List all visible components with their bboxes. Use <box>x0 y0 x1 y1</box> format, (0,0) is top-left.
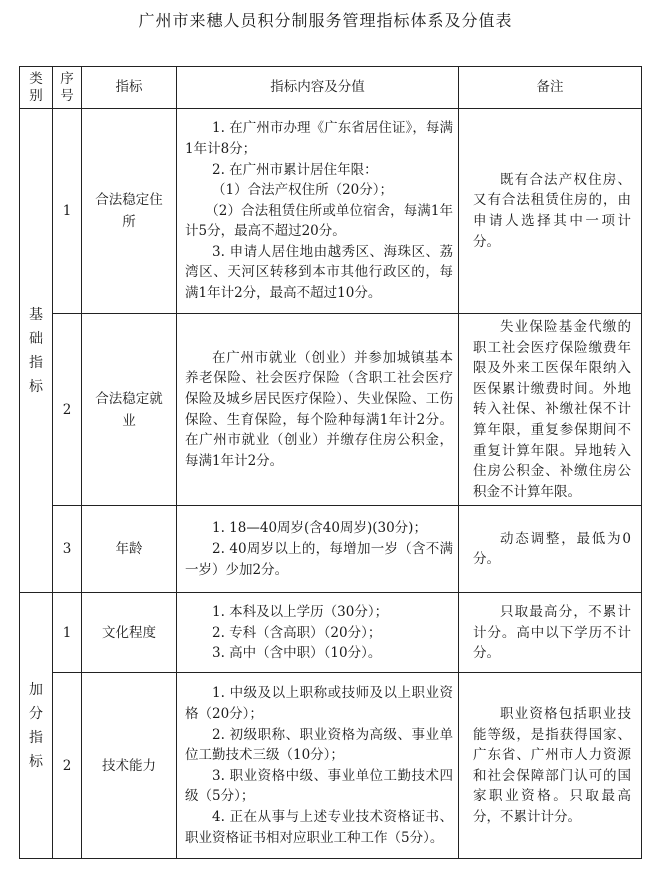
category-basic: 基础指标 <box>20 109 53 593</box>
header-content: 指标内容及分值 <box>177 67 459 109</box>
content-line: 1. 中级及以上职称或技师及以上职业资格（20分）； <box>185 685 453 723</box>
content-line: （2）合法租赁住所或单位宿舍，每满1年计5分，最高不超过20分。 <box>185 202 453 240</box>
indicator-note <box>459 314 642 506</box>
content-line: 1. 本科及以上学历（30分）； <box>212 603 389 620</box>
content-line: （1）合法产权住所（20分）； <box>212 182 394 199</box>
row-number: 2 <box>53 314 82 506</box>
note-text: 职业资格包括职业技能等级，是指获得国家、广东省、广州市人力资源和社会保障部门认可的国家职业资格。只取最高分，不累计计分。 <box>473 706 631 826</box>
document-title: 广州市来穗人员积分制服务管理指标体系及分值表 <box>138 11 513 30</box>
content-line: 3. 高中（含中职）（10分）。 <box>212 645 382 662</box>
content-line: 在广州市就业（创业）并参加城镇基本养老保险、社会医疗保险（含职工社会医疗保险及城乡居民医疗保险）、失业保险、工伤保险、生育保险，每个险种每满1年计2分。在广州市就业（创业）并缴存住房公积金，每满1年计2分。 <box>185 349 453 469</box>
indicator-name: 合法稳定住所 <box>82 109 177 314</box>
content-line: 1. 18—40周岁(含40周岁)(30分)； <box>212 520 427 537</box>
table-row <box>20 506 642 593</box>
indicator-content <box>177 109 459 314</box>
content-line: 3. 申请人居住地由越秀区、海珠区、荔湾区、天河区转移到本市其他行政区的，每满1年计2分，最高不超过10分。 <box>185 243 453 302</box>
table-row <box>20 109 642 314</box>
content-line: 1. 在广州市办理《广东省居住证》，每满1年计8分； <box>185 120 453 157</box>
note-text: 只取最高分，不累计计分。高中以下学历不计分。 <box>473 603 631 662</box>
header-indicator: 指标 <box>82 67 177 109</box>
indicator-content <box>177 593 459 673</box>
content-line: 2. 初级职称、职业资格为高级、事业单位工勤技术三级（10分）； <box>185 726 453 764</box>
indicator-note <box>459 673 642 859</box>
indicator-note <box>459 506 642 593</box>
indicator-table <box>19 66 642 859</box>
indicator-name: 文化程度 <box>82 593 177 673</box>
indicator-note <box>459 109 642 314</box>
row-number: 2 <box>53 673 82 859</box>
note-text: 动态调整，最低为0分。 <box>473 530 631 568</box>
content-line: 2. 专科（含高职）（20分）； <box>212 624 382 641</box>
category-bonus: 加分指标 <box>20 593 53 859</box>
table-row <box>20 314 642 506</box>
table-row <box>20 593 642 673</box>
row-number: 1 <box>53 109 82 314</box>
indicator-name: 合法稳定就业 <box>82 314 177 506</box>
content-line: 3. 职业资格中级、事业单位工勤技术四级（5分）； <box>185 767 453 805</box>
header-note: 备注 <box>459 67 642 109</box>
row-number: 3 <box>53 506 82 593</box>
row-number: 1 <box>53 593 82 673</box>
content-line: 2. 40周岁以上的，每增加一岁（含不满一岁）少加2分。 <box>185 541 453 578</box>
table-row <box>20 673 642 859</box>
note-text: 既有合法产权住房、又有合法租赁住房的，由申请人选择其中一项计分。 <box>473 171 631 250</box>
content-line: 4. 正在从事与上述专业技术资格证书、职业资格证书相对应职业工种工作（5分）。 <box>185 809 453 846</box>
header-number: 序号 <box>53 67 82 109</box>
indicator-name: 技术能力 <box>82 673 177 859</box>
indicator-name: 年龄 <box>82 506 177 593</box>
indicator-content <box>177 673 459 859</box>
indicator-note <box>459 593 642 673</box>
content-line: 2. 在广州市累计居住年限： <box>212 161 378 178</box>
header-category: 类别 <box>20 67 53 109</box>
note-text: 失业保险基金代缴的职工社会医疗保险缴费年限及外来工医保年限纳入医保累计缴费时间。外地转入社保、补缴社保不计算年限，重复参保期间不重复计算年限。异地转入住房公积金、补缴住房公积金不计算年限。 <box>473 319 631 500</box>
indicator-content <box>177 506 459 593</box>
header-row <box>20 67 642 109</box>
indicator-content <box>177 314 459 506</box>
